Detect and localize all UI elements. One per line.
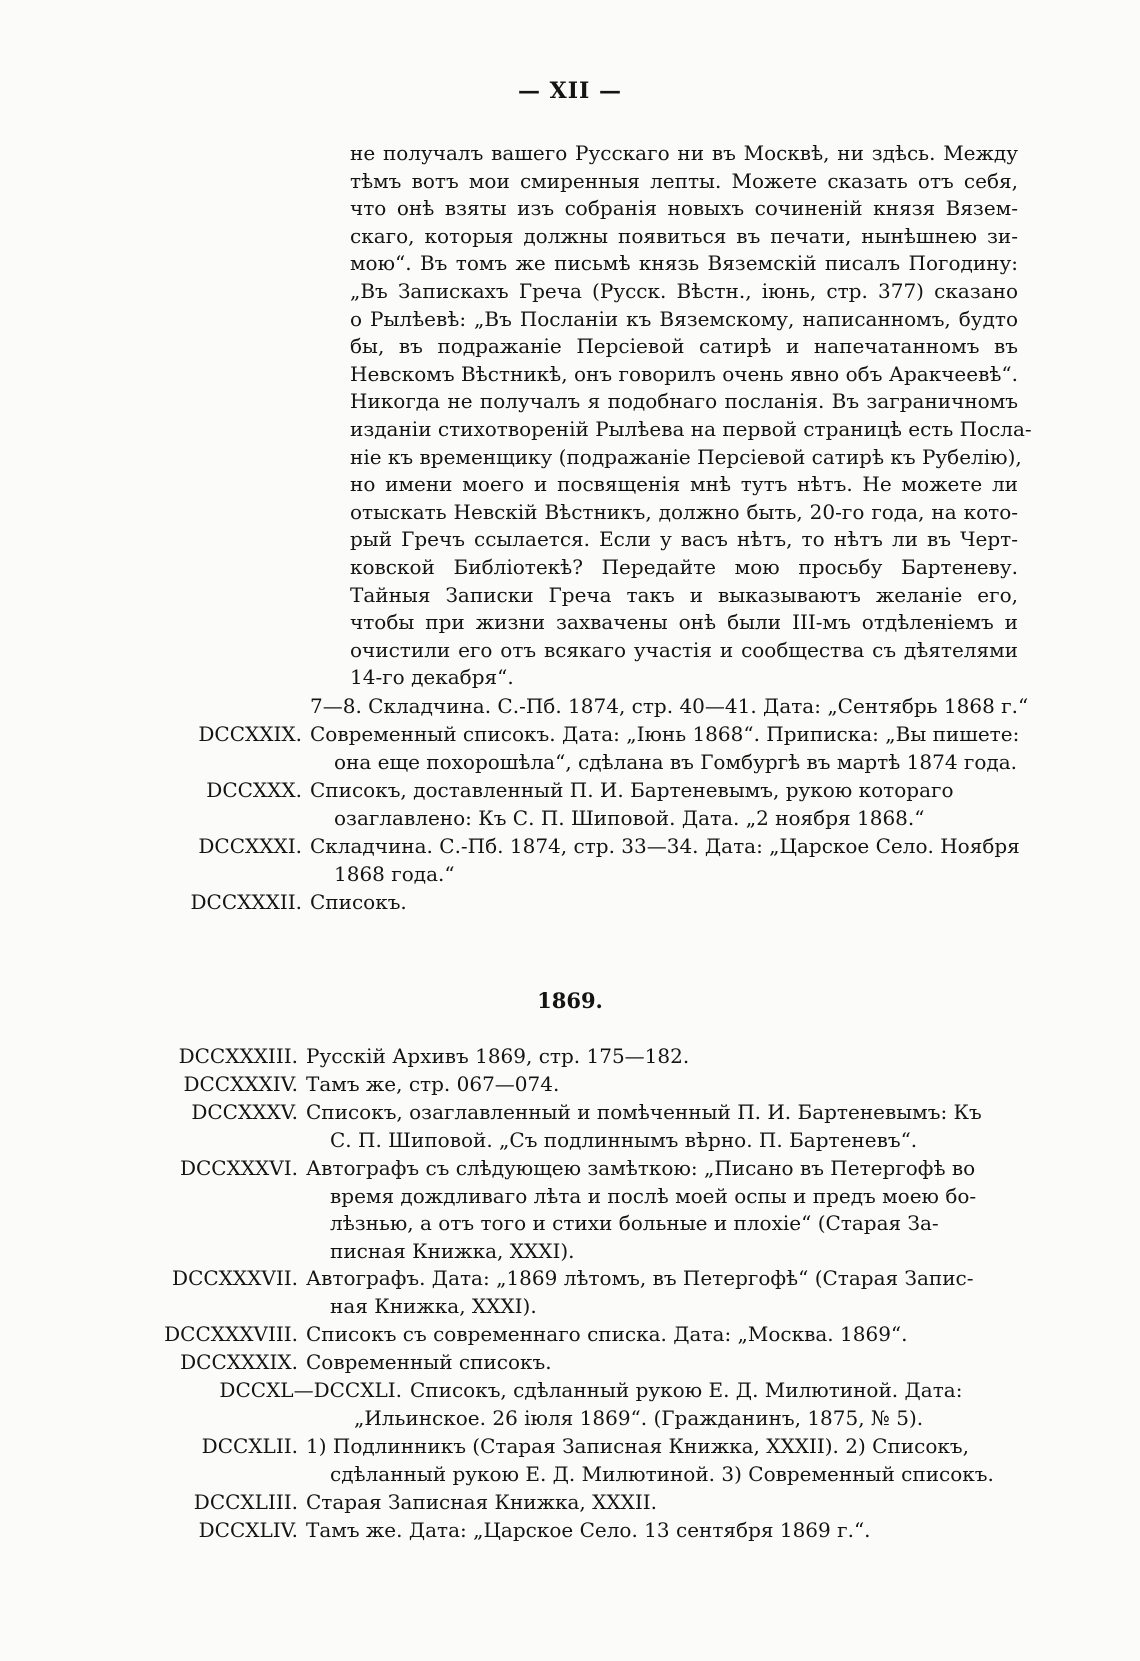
page-number-header: — XII — bbox=[518, 78, 622, 104]
entry-dccxxx bbox=[206, 777, 954, 832]
entry-number: DCCXLIV. bbox=[198, 1518, 298, 1542]
entry-dccxlii bbox=[201, 1433, 994, 1488]
entry-dccxxxiii bbox=[178, 1043, 690, 1071]
entry-dccxxxv bbox=[191, 1099, 982, 1154]
paragraph-line: но имени моего и посвященія мнѣ тутъ нѣтъ. Не можете ли bbox=[350, 472, 1018, 497]
entry-number: DCCXXXIV. bbox=[183, 1072, 298, 1096]
entry-text: Тамъ же, стр. 067—074. bbox=[306, 1072, 560, 1096]
entry-text: Списокъ, озаглавленный и помѣченный П. И. Бартеневымъ: Къ bbox=[306, 1100, 982, 1124]
year-heading: 1869. bbox=[537, 988, 603, 1013]
entry-number: DCCXXXIII. bbox=[178, 1044, 298, 1068]
entry-text: Русскій Архивъ 1869, стр. 175—182. bbox=[306, 1044, 690, 1068]
entry-text: Старая Записная Книжка, XXXII. bbox=[306, 1490, 658, 1514]
entry-dccxxix bbox=[198, 721, 1020, 776]
entry-continuation: ная Книжка, XXXI). bbox=[330, 1293, 537, 1318]
entry-continuation: сдѣланный рукою Е. Д. Милютиной. 3) Современный списокъ. bbox=[330, 1461, 994, 1486]
entry-dccxxxviii bbox=[164, 1321, 908, 1349]
entry-continuation: „Ильинское. 26 іюля 1869“. (Гражданинъ, 1875, № 5). bbox=[354, 1405, 924, 1430]
entry-number: DCCXXXVIII. bbox=[164, 1322, 298, 1346]
entry-dccxxxvii bbox=[172, 1265, 974, 1320]
entry-number: DCCXXXIX. bbox=[180, 1350, 298, 1374]
entry-number: DCCXLII. bbox=[201, 1434, 298, 1458]
entry-dccxl-dccxli bbox=[219, 1377, 963, 1432]
entry-continuation: С. П. Шиповой. „Съ подлиннымъ вѣрно. П. Бартеневъ“. bbox=[330, 1127, 918, 1152]
paragraph-line: чтобы при жизни захвачены онѣ были III-мъ отдѣленіемъ и bbox=[350, 610, 1018, 635]
paragraph-line: о Рылѣевѣ: „Въ Посланіи къ Вяземскому, написанномъ, будто bbox=[350, 306, 1018, 331]
entry-dccxxxix bbox=[180, 1349, 552, 1377]
paragraph-line: „Въ Запискахъ Греча (Русск. Вѣстн., іюнь, стр. 377) сказано bbox=[350, 278, 1018, 303]
entry-text: Складчина. С.-Пб. 1874, стр. 33—34. Дата: „Царское Село. Ноября bbox=[310, 834, 1020, 858]
paragraph-line: бы, въ подражаніе Персіевой сатирѣ и напечатанномъ въ bbox=[350, 334, 1018, 359]
paragraph-line: скаго, которыя должны появиться въ печати, нынѣшнею зи- bbox=[350, 223, 1018, 248]
entry-text: Списокъ съ современнаго списка. Дата: „Москва. 1869“. bbox=[306, 1322, 908, 1346]
paragraph-line: рый Гречъ ссылается. Если у васъ нѣтъ, то нѣтъ ли въ Черт- bbox=[350, 527, 1018, 552]
entry-continuation: она еще похорошѣла“, сдѣлана въ Гомбургѣ въ мартѣ 1874 года. bbox=[334, 749, 1018, 774]
entry-text: Тамъ же. Дата: „Царское Село. 13 сентября 1869 г.“. bbox=[306, 1518, 871, 1542]
entry-text: Современный списокъ. Дата: „Іюнь 1868“. Приписка: „Вы пишете: bbox=[310, 722, 1020, 746]
paragraph-line: тѣмъ вотъ мои смиренныя лепты. Можете сказать отъ себя, bbox=[350, 168, 1018, 193]
paragraph-line: что онѣ взяты изъ собранія новыхъ сочиненій князя Вязем- bbox=[350, 196, 1018, 221]
entry-number: DCCXXX. bbox=[206, 778, 302, 802]
entry-number: DCCXXXVI. bbox=[179, 1156, 298, 1180]
paragraph-line: ковской Библіотекѣ? Передайте мою просьбу Бартеневу. bbox=[350, 554, 1018, 579]
entry-dccxxxvi bbox=[179, 1155, 977, 1265]
entry-text: Автографъ. Дата: „1869 лѣтомъ, въ Петергофѣ“ (Старая Запис- bbox=[306, 1266, 974, 1290]
entry-number: DCCXL—DCCXLI. bbox=[219, 1378, 402, 1402]
entry-continuation: время дождливаго лѣта и послѣ моей оспы и предъ моею бо- bbox=[330, 1183, 977, 1208]
entry-text: Списокъ, сдѣланный рукою Е. Д. Милютиной. Дата: bbox=[410, 1378, 963, 1402]
paragraph-line: Никогда не получалъ я подобнаго посланія. Въ заграничномъ bbox=[350, 389, 1018, 414]
paragraph-line: 14-го декабря“. bbox=[350, 665, 514, 690]
paragraph-line: ніе къ временщику (подражаніе Персіевой сатирѣ къ Рубелію), bbox=[350, 444, 1022, 469]
paragraph-line: Невскомъ Вѣстникѣ, онъ говорилъ очень явно объ Аракчеевѣ“. bbox=[350, 361, 1018, 386]
entry-dccxxxi bbox=[198, 833, 1020, 888]
paragraph-line: изданіи стихотвореній Рылѣева на первой страницѣ есть Посла- bbox=[350, 416, 1032, 441]
entry-text: Списокъ, доставленный П. И. Бартеневымъ, рукою котораго bbox=[310, 778, 954, 802]
entry-text: 7—8. Складчина. С.-Пб. 1874, стр. 40—41. Дата: „Сентябрь 1868 г.“ bbox=[310, 694, 1029, 718]
entry-text: Списокъ. bbox=[310, 890, 407, 914]
paragraph-line: мою“. Въ томъ же письмѣ князь Вяземскій писалъ Погодину: bbox=[350, 251, 1018, 276]
paragraph-line: очистили его отъ всякаго участія и сообщества съ дѣятелями bbox=[350, 637, 1018, 662]
entry-dccxliv bbox=[198, 1517, 871, 1545]
paragraph-line: не получалъ вашего Русскаго ни въ Москвѣ, ни здѣсь. Между bbox=[350, 141, 1018, 165]
letter-paragraph bbox=[350, 140, 1032, 692]
entry-dccxxxiv bbox=[183, 1071, 560, 1099]
entry-continuation: писная Книжка, XXXI). bbox=[330, 1238, 575, 1263]
entry-continuation: лѣзнью, а отъ того и стихи больные и плохіе“ (Старая За- bbox=[330, 1211, 939, 1236]
paragraph-line: Тайныя Записки Греча такъ и выказываютъ желаніе его, bbox=[350, 582, 1018, 607]
entry-continuation: озаглавлено: Къ С. П. Шиповой. Дата. „2 ноября 1868.“ bbox=[334, 805, 925, 830]
entry-dccxliii bbox=[193, 1489, 658, 1517]
entry-number: DCCXXXV. bbox=[191, 1100, 298, 1124]
entry-number: DCCXLIII. bbox=[193, 1490, 298, 1514]
entry-continuation: 1868 года.“ bbox=[334, 861, 455, 886]
entry-text: Современный списокъ. bbox=[306, 1350, 552, 1374]
entry-text: 1) Подлинникъ (Старая Записная Книжка, XXXII). 2) Списокъ, bbox=[306, 1434, 969, 1458]
entry-text: Автографъ съ слѣдующею замѣткою: „Писано въ Петергофѣ во bbox=[306, 1156, 976, 1180]
paragraph-line: отыскать Невскій Вѣстникъ, должно быть, 20-го года, на кото- bbox=[350, 499, 1018, 524]
entry-number: DCCXXXI. bbox=[198, 834, 302, 858]
entry-number: DCCXXIX. bbox=[198, 722, 302, 746]
entry-number: DCCXXXVII. bbox=[172, 1266, 298, 1290]
entry-number: DCCXXXII. bbox=[190, 890, 302, 914]
entry-dccxxxii bbox=[190, 889, 407, 917]
entry-skladchina-7-8 bbox=[310, 693, 1028, 721]
